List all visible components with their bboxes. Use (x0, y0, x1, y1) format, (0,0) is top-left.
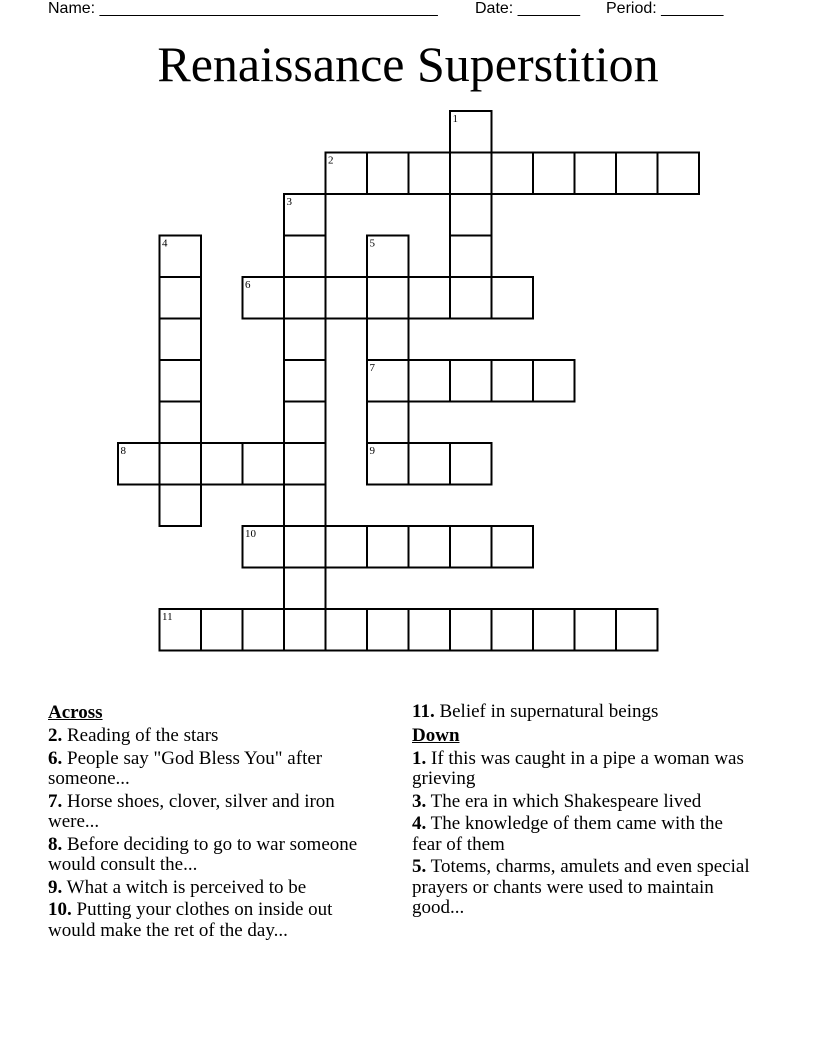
grid-cell[interactable] (409, 153, 451, 195)
grid-cell[interactable] (284, 402, 326, 444)
name-field[interactable]: Name: ______________________________________ (48, 0, 438, 17)
grid-cell[interactable] (409, 443, 451, 485)
grid-cell[interactable] (450, 153, 492, 195)
grid-cell[interactable] (450, 277, 492, 319)
clue-across-10: 10. Putting your clothes on inside out would make the ret of the day... (48, 899, 333, 941)
grid-cell[interactable] (326, 277, 368, 319)
cell-number-1: 1 (452, 113, 458, 125)
grid-cell[interactable] (243, 443, 285, 485)
clue-across-11: 11. Belief in supernatural beings (412, 701, 659, 722)
grid-cell[interactable] (658, 153, 700, 195)
grid-cell[interactable] (243, 609, 285, 651)
grid-cell[interactable] (492, 609, 534, 651)
grid-cell[interactable] (160, 402, 202, 444)
clues-column-right (412, 702, 757, 921)
cell-number-5: 5 (369, 237, 375, 250)
clue-down-4: 4. The knowledge of them came with the fear of them (412, 813, 723, 855)
clues-column-left (48, 702, 378, 943)
grid-cell[interactable] (160, 360, 202, 402)
grid-cell[interactable] (367, 402, 409, 444)
grid-cell[interactable] (450, 443, 492, 485)
cell-number-7: 7 (369, 362, 375, 374)
clue-across-8: 8. Before deciding to go to war someone would consult the... (48, 833, 358, 875)
grid-cell[interactable] (533, 609, 575, 651)
across-heading: Across (48, 702, 103, 723)
grid-cell[interactable] (409, 609, 451, 651)
period-field[interactable]: Period: _______ (606, 0, 724, 17)
grid-cell[interactable] (284, 609, 326, 651)
clue-down-5: 5. Totems, charms, amulets and even special prayers or chants were used to maintain good... (412, 856, 750, 918)
cell-number-2: 2 (328, 154, 334, 167)
grid-cell[interactable] (284, 526, 326, 568)
cell-number-6: 6 (245, 279, 251, 291)
grid-cell[interactable] (533, 153, 575, 195)
page-title: Renaissance Superstition (157, 36, 659, 92)
grid-cell[interactable] (450, 360, 492, 402)
grid-cell[interactable] (409, 526, 451, 568)
grid-cell[interactable] (367, 319, 409, 361)
cell-number-10: 10 (245, 528, 256, 540)
grid-cell[interactable] (160, 277, 202, 319)
grid-cell[interactable] (409, 277, 451, 319)
grid-cell[interactable] (616, 153, 658, 195)
grid-cell[interactable] (492, 153, 534, 195)
grid-cell[interactable] (201, 609, 243, 651)
grid-cell[interactable] (492, 526, 534, 568)
grid-cell[interactable] (160, 485, 202, 527)
clue-across-6: 6. People say "God Bless You" after someone... (48, 747, 323, 789)
grid-cell[interactable] (284, 277, 326, 319)
grid-cell[interactable] (284, 360, 326, 402)
clue-across-9: 9. What a witch is perceived to be (48, 876, 307, 898)
grid-cell[interactable] (409, 360, 451, 402)
grid-cell[interactable] (326, 526, 368, 568)
grid-cell[interactable] (284, 443, 326, 485)
grid-cell[interactable] (284, 236, 326, 278)
grid-cell[interactable] (284, 485, 326, 527)
grid-cell[interactable] (367, 609, 409, 651)
down-heading: Down (412, 724, 460, 746)
date-field[interactable]: Date: _______ (475, 0, 580, 17)
grid-cell[interactable] (367, 277, 409, 319)
clue-down-3: 3. The era in which Shakespeare lived (412, 790, 702, 812)
grid-cell[interactable] (450, 609, 492, 651)
grid-cell[interactable] (575, 609, 617, 651)
grid-cell[interactable] (367, 526, 409, 568)
grid-cell[interactable] (492, 360, 534, 402)
cell-number-4: 4 (162, 237, 168, 250)
cell-number-9: 9 (369, 445, 375, 457)
grid-cell[interactable] (492, 277, 534, 319)
grid-cell[interactable] (284, 319, 326, 361)
grid-cell[interactable] (160, 443, 202, 485)
grid-cell[interactable] (575, 153, 617, 195)
grid-cell[interactable] (533, 360, 575, 402)
grid-cell[interactable] (450, 236, 492, 278)
grid-cell[interactable] (450, 526, 492, 568)
grid-cell[interactable] (284, 568, 326, 610)
grid-cell[interactable] (201, 443, 243, 485)
grid-cell[interactable] (367, 153, 409, 195)
clue-across-2: 2. Reading of the stars (48, 725, 219, 746)
grid-cell[interactable] (616, 609, 658, 651)
grid-cell[interactable] (450, 194, 492, 236)
clue-across-7: 7. Horse shoes, clover, silver and iron were... (48, 790, 335, 832)
cell-number-3: 3 (286, 196, 292, 208)
cell-number-11: 11 (162, 611, 173, 623)
cell-number-8: 8 (120, 445, 126, 457)
grid-cell[interactable] (326, 609, 368, 651)
clue-down-1: 1. If this was caught in a pipe a woman was grieving (412, 747, 744, 789)
grid-cell[interactable] (160, 319, 202, 361)
